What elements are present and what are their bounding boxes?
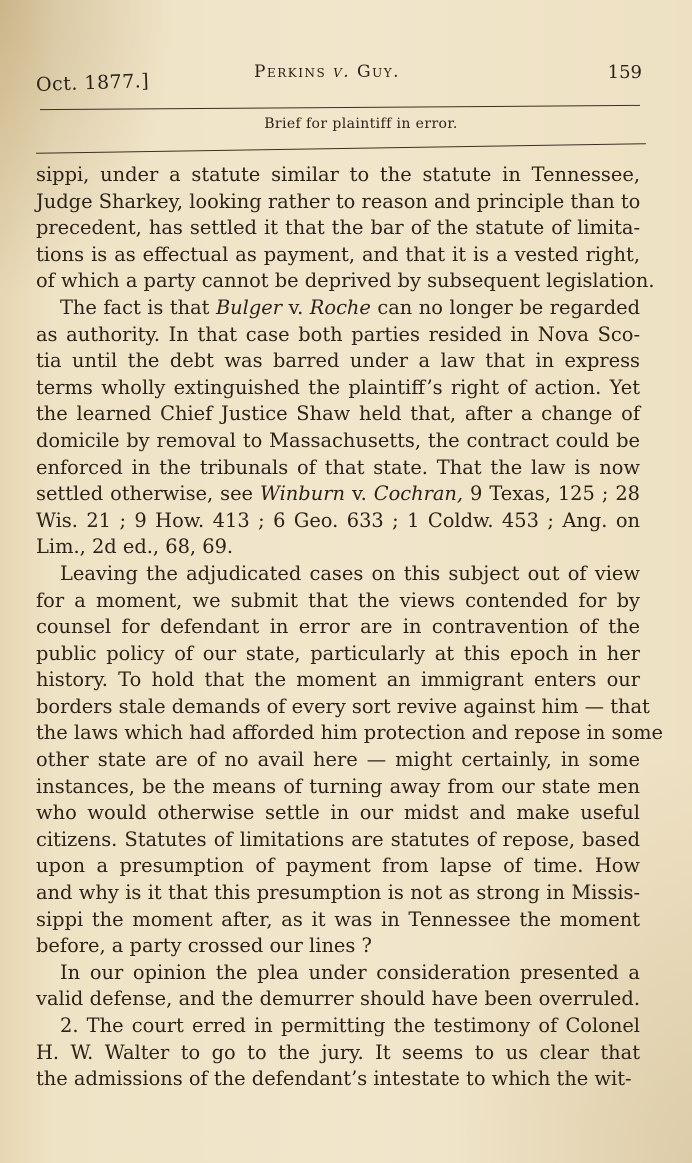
- text-run: borders stale demands of every sort revive against him — that: [36, 694, 650, 718]
- header-rule-top: [40, 105, 640, 110]
- text-line: [36, 295, 640, 322]
- text-run: tions is as effectual as payment, and that it is a vested right,: [36, 242, 640, 266]
- text-run: precedent, has settled it that the bar of the statute of limita-: [36, 216, 640, 240]
- case-versus: v.: [333, 62, 351, 82]
- text-line: [36, 774, 640, 801]
- text-line: [36, 428, 640, 455]
- text-line: [36, 508, 640, 535]
- text-line: [36, 1066, 640, 1093]
- text-run: the laws which had afforded him protection and repose in some: [36, 721, 663, 745]
- text-line: [36, 747, 640, 774]
- text-line: [36, 1013, 640, 1040]
- page-number: 159: [607, 62, 642, 83]
- running-header: [36, 60, 642, 94]
- text-run: and why is it that this presumption is not as strong in Missis-: [36, 881, 640, 905]
- text-line: [36, 667, 640, 694]
- text-line: [36, 401, 640, 428]
- text-line: [36, 907, 640, 934]
- text-run: settled otherwise, see: [36, 482, 261, 506]
- text-run: the admissions of the defendant’s intestate to which the wit-: [36, 1067, 632, 1091]
- text-run: can no longer be regarded: [370, 295, 640, 319]
- body-text: [36, 162, 663, 1093]
- text-run: H. W. Walter to go to the jury. It seems to us clear that: [36, 1040, 640, 1064]
- text-line: [36, 853, 640, 880]
- text-run: In our opinion the plea under consideration presented a: [60, 960, 640, 984]
- text-run: enforced in the tribunals of that state. That the law is now: [36, 455, 640, 479]
- text-run: Leaving the adjudicated cases on this subject out of view: [60, 561, 640, 585]
- text-line: [36, 614, 640, 641]
- text-run: sippi the moment after, as it was in Tennessee the moment: [36, 907, 640, 931]
- text-run: 9 Texas, 125 ; 28: [463, 482, 640, 506]
- text-run: of which a party cannot be deprived by subsequent legislation.: [36, 269, 655, 293]
- text-run: before, a party crossed our lines ?: [36, 934, 372, 958]
- text-run: the learned Chief Justice Shaw held that, after a change of: [36, 402, 640, 426]
- text-line: [36, 561, 640, 588]
- text-line: [36, 189, 640, 216]
- text-run: who would otherwise settle in our midst and make useful: [36, 801, 640, 825]
- text-line: [36, 986, 640, 1013]
- text-run: terms wholly extinguished the plaintiff’s right of action. Yet: [36, 375, 640, 399]
- text-run: Lim., 2d ed., 68, 69.: [36, 535, 234, 559]
- case-party-plaintiff: Perkins: [254, 62, 334, 82]
- text-line: [36, 933, 640, 960]
- text-run: valid defense, and the demurrer should have been overruled.: [36, 987, 640, 1011]
- text-line: [36, 348, 640, 375]
- text-line: [36, 588, 640, 615]
- text-line: [36, 1040, 640, 1067]
- text-run: tia until the debt was barred under a law that in express: [36, 349, 640, 373]
- text-line: [36, 215, 640, 242]
- text-run: public policy of our state, particularly at this epoch in her: [36, 641, 640, 665]
- text-run: for a moment, we submit that the views contended for by: [36, 588, 640, 612]
- text-line: [36, 720, 663, 747]
- text-line: [36, 694, 650, 721]
- text-line: [36, 242, 640, 269]
- text-line: [36, 534, 640, 561]
- text-run: history. To hold that the moment an immigrant enters our: [36, 668, 640, 692]
- case-name: Roche: [309, 295, 371, 319]
- case-name: Winburn: [260, 482, 345, 506]
- text-line: [36, 827, 640, 854]
- header-date: Oct. 1877.]: [35, 70, 150, 96]
- header-rule-bottom: [36, 143, 646, 154]
- text-line: [36, 322, 640, 349]
- case-name: Bulger: [215, 295, 283, 319]
- header-case-title: [254, 62, 400, 82]
- text-run: v.: [282, 295, 310, 319]
- text-run: as authority. In that case both parties resided in Nova Sco-: [36, 322, 640, 346]
- text-run: Judge Sharkey, looking rather to reason and principle than to: [36, 189, 641, 213]
- text-line: [36, 960, 640, 987]
- text-line: [36, 880, 640, 907]
- text-run: 2. The court erred in permitting the testimony of Colonel: [60, 1014, 640, 1037]
- text-line: [36, 641, 640, 668]
- text-run: counsel for defendant in error are in contravention of the: [36, 615, 640, 639]
- section-subheading: Brief for plaintiff in error.: [264, 116, 458, 132]
- text-run: other state are of no avail here — might certainly, in some: [36, 748, 640, 772]
- text-line: [36, 800, 640, 827]
- text-line: [36, 455, 640, 482]
- case-name: Cochran,: [373, 482, 464, 506]
- text-run: Wis. 21 ; 9 How. 413 ; 6 Geo. 633 ; 1 Coldw. 453 ; Ang. on: [36, 508, 640, 532]
- text-run: domicile by removal to Massachusetts, the contract could be: [36, 428, 640, 452]
- text-line: [36, 481, 640, 508]
- text-run: The fact is that: [60, 295, 216, 319]
- text-line: [36, 268, 655, 295]
- text-run: citizens. Statutes of limitations are statutes of repose, based: [36, 827, 640, 851]
- text-run: sippi, under a statute similar to the statute in Tennessee,: [36, 163, 640, 186]
- text-line: [36, 162, 640, 189]
- text-line: [36, 375, 640, 402]
- text-run: v.: [344, 482, 374, 506]
- case-party-defendant: Guy.: [350, 62, 401, 82]
- text-run: instances, be the means of turning away from our state men: [36, 774, 640, 798]
- text-run: upon a presumption of payment from lapse of time. How: [36, 854, 640, 878]
